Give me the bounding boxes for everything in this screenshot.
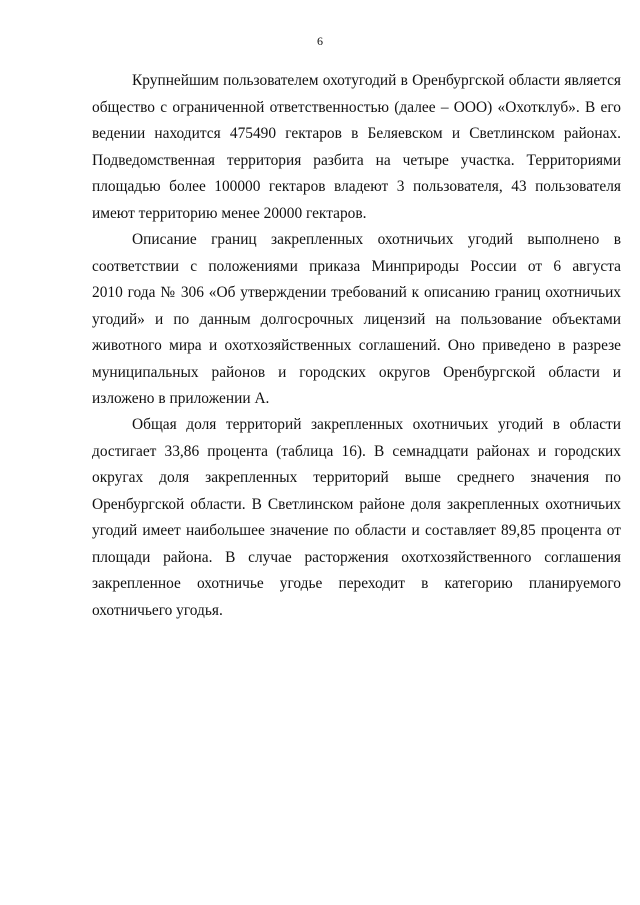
paragraph-3	[92, 412, 621, 624]
paragraph-line: угодий» и по данным долгосрочных лицензий на пользование объектами	[92, 310, 621, 328]
paragraph-line: ведении находится 475490 гектаров в Беляевском и Светлинском районах.	[92, 125, 621, 142]
paragraph-line: Оренбургской области. В Светлинском районе доля закрепленных охотничьих	[92, 495, 621, 513]
paragraph-line: Подведомственная территория разбита на четыре участка. Территориями	[92, 151, 621, 169]
paragraph-line: муниципальных районов и городских округов Оренбургской области и	[92, 363, 621, 381]
paragraph-line: 2010 года № 306 «Об утверждении требований к описанию границ охотничьих	[92, 284, 621, 301]
paragraph-line: животного мира и охотхозяйственных соглашений. Оно приведено в разрезе	[92, 337, 621, 354]
page-number: 6	[317, 34, 323, 48]
paragraph-line: достигает 33,86 процента (таблица 16). В семнадцати районах и городских	[92, 442, 621, 460]
paragraph-line: угодий имеет наибольшее значение по области и составляет 89,85 процента от	[92, 522, 621, 539]
paragraph-line: Крупнейшим пользователем охотугодий в Оренбургской области является	[132, 72, 621, 89]
paragraph-line: Общая доля территорий закрепленных охотничьих угодий в области	[132, 416, 621, 433]
paragraph-line: соответствии с положениями приказа Минприроды России от 6 августа	[92, 257, 621, 275]
paragraph-line: закрепленное охотничье угодье переходит в категорию планируемого	[92, 575, 621, 592]
paragraph-line: изложено в приложении А.	[92, 390, 270, 407]
paragraph-2	[92, 227, 621, 413]
paragraph-line: площади района. В случае расторжения охотхозяйственного соглашения	[92, 548, 621, 566]
paragraph-1	[92, 68, 621, 227]
paragraph-line: охотничьего угодья.	[92, 601, 223, 619]
paragraph-line: общество с ограниченной ответственностью (далее – ООО) «Охотклуб». В его	[92, 98, 621, 116]
paragraph-line: имеют территорию менее 20000 гектаров.	[92, 204, 367, 222]
paragraph-line: округах доля закрепленных территорий выше среднего значения по	[92, 469, 621, 486]
paragraph-line: площадью более 100000 гектаров владеют 3 пользователя, 43 пользователя	[92, 178, 621, 195]
paragraph-line: Описание границ закрепленных охотничьих угодий выполнено в	[132, 231, 621, 248]
